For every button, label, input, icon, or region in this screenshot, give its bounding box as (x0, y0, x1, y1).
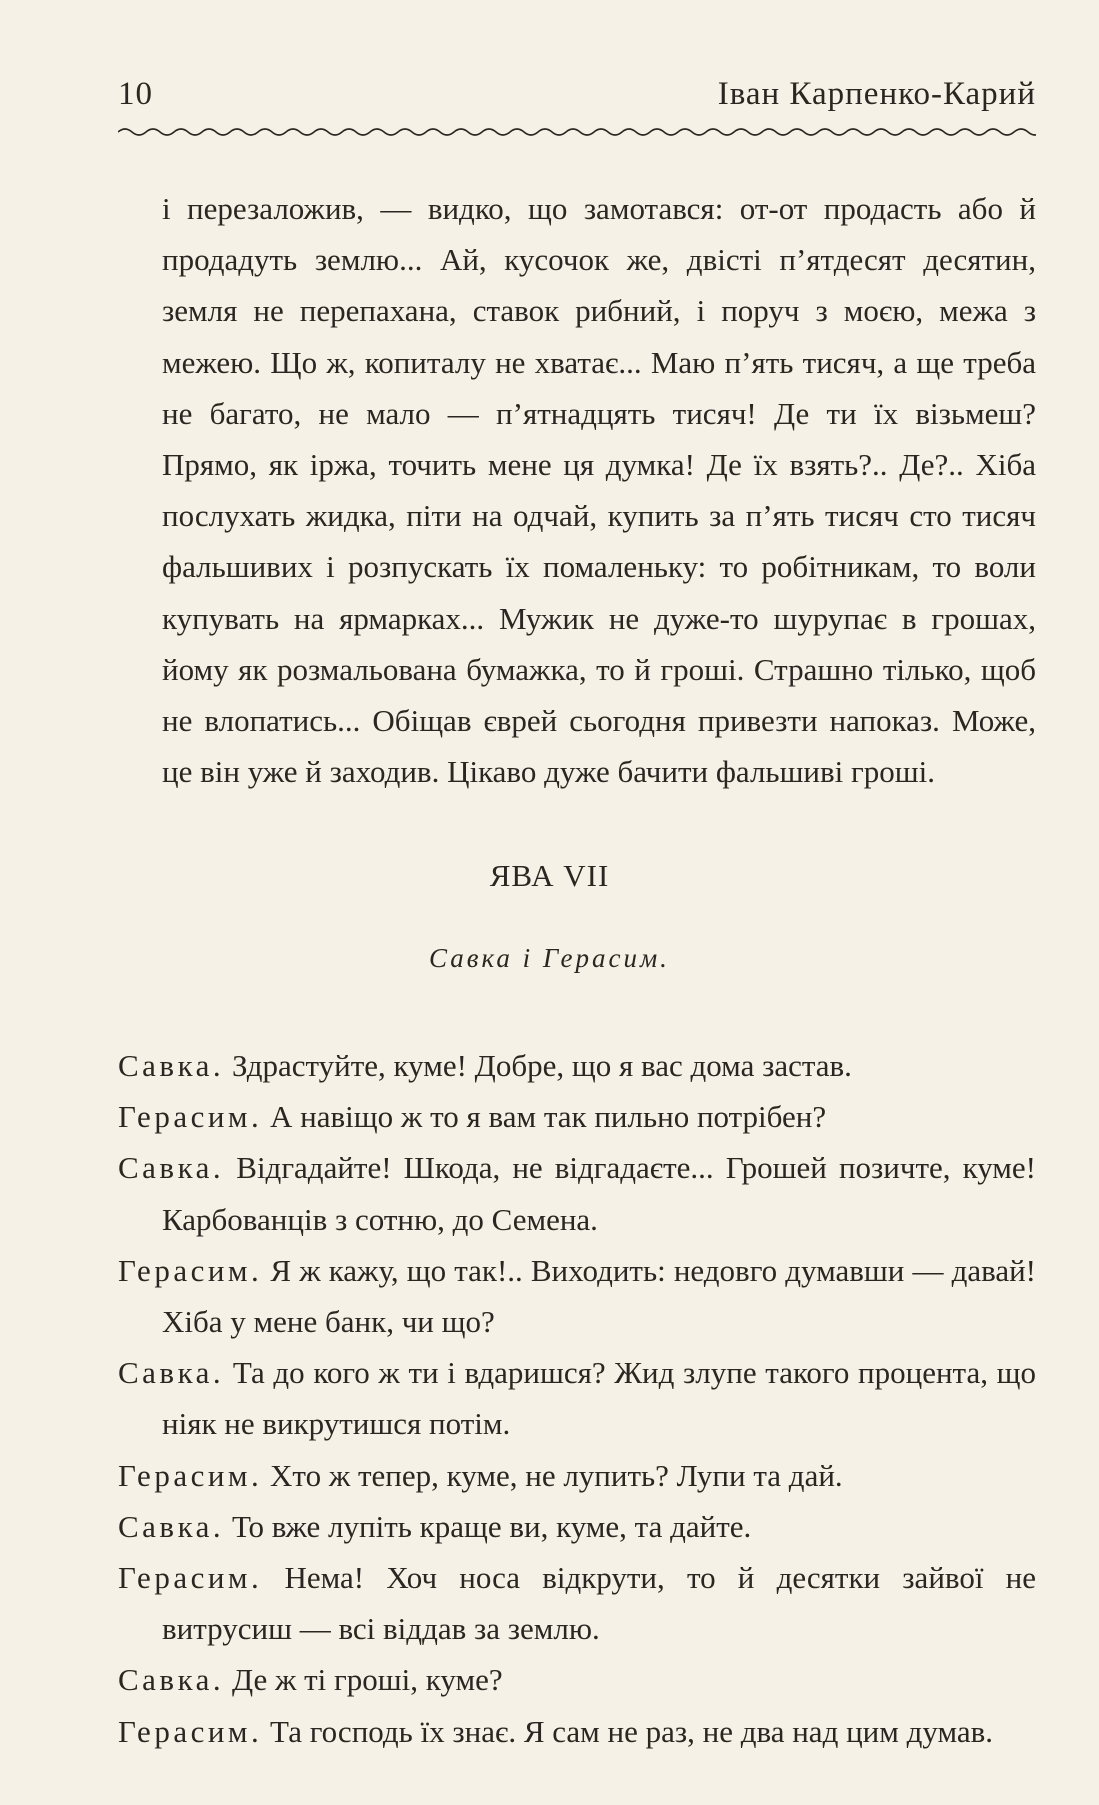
line-text: То вже лупіть краще ви, куме, та дайте. (231, 1508, 752, 1544)
line-text: Я ж кажу, що так!.. Виходить: недовго думавши — давай! Хіба у мене банк, чи що? (162, 1252, 1037, 1340)
line-text: А навіщо ж то я вам так пильно потрібен? (270, 1099, 827, 1135)
line-text: Де ж ті гроші, куме? (231, 1662, 503, 1698)
dialogue-line (118, 1450, 1036, 1501)
speaker-name: Савка. (118, 1662, 225, 1698)
dialogue-line (118, 1552, 1036, 1654)
dialogue-line (118, 1245, 1036, 1347)
dialogue-line (118, 1142, 1036, 1244)
speaker-name: Герасим. (118, 1713, 263, 1749)
scene-characters: Савка і Герасим. (429, 943, 670, 973)
line-text: Хто ж тепер, куме, не лупить? Лупи та дай. (270, 1457, 843, 1493)
scene-heading: ЯВА VII (489, 858, 610, 893)
speaker-name: Савка. (118, 1150, 225, 1186)
dialogue-line (118, 1091, 1036, 1142)
speaker-name: Герасим. (118, 1560, 263, 1596)
speaker-name: Савка. (118, 1508, 225, 1544)
speaker-name: Герасим. (118, 1457, 263, 1493)
dialogue-line (118, 1654, 1036, 1705)
speaker-name: Герасим. (118, 1252, 263, 1288)
dialogue (118, 1040, 1036, 1757)
line-text: Здрастуйте, куме! Добре, що я вас дома застав. (231, 1048, 852, 1083)
line-text: Відгадайте! Шкода, не відгадаєте... Грошей позичте, куме! Карбованців з сотню, до Семена. (162, 1150, 1037, 1237)
wavy-divider (118, 124, 1036, 140)
running-head: Іван Карпенко-Карий (717, 76, 1036, 112)
line-text: Та господь їх знає. Я сам не раз, не два над цим думав. (270, 1713, 994, 1749)
speaker-name: Герасим. (118, 1099, 263, 1135)
dialogue-line (118, 1347, 1036, 1449)
line-text: Та до кого ж ти і вдаришся? Жид злупе такого процента, що ніяк не викрутишся потім. (162, 1355, 1036, 1442)
page-header (118, 76, 1036, 126)
line-text: Нема! Хоч носа відкрути, то й десятки зайвої не витрусиш — всі віддав за землю. (162, 1560, 1036, 1647)
monologue-paragraph: і перезаложив, — видко, що замотався: от-от продасть або й продадуть землю... Ай, кусочок же, двісті п’ятдесят десятин, земля не перепахана, ставок рибний, і поруч з моєю, межа з межею. Що ж, копиталу не хватає... Маю п’ять тисяч, а ще треба не багато, не мало — п’ятнадцять тисяч! Де ти їх візьмеш? Прямо, як іржа, точить мене ця думка! Де їх взять?.. Де?.. Хіба послухать жидка, піти на одчай, купить за п’ять тисяч сто тисяч фальшивих і розпускать їх помаленьку: то робітникам, то воли купувать на ярмарках... Мужик не дуже-то шурупає в грошах, йому як розмальована бумажка, то й гроші. Страшно тілько, щоб не влопатись... Обіщав єврей сьогодня привезти напоказ. Може, це він уже й заходив. Цікаво дуже бачити фальшиві гроші. (162, 191, 1036, 790)
speaker-name: Савка. (118, 1048, 225, 1083)
dialogue-line (118, 1501, 1036, 1552)
page-number: 10 (118, 76, 153, 112)
speaker-name: Савка. (118, 1355, 225, 1391)
dialogue-line (118, 1706, 1036, 1757)
dialogue-line (118, 1040, 1036, 1091)
